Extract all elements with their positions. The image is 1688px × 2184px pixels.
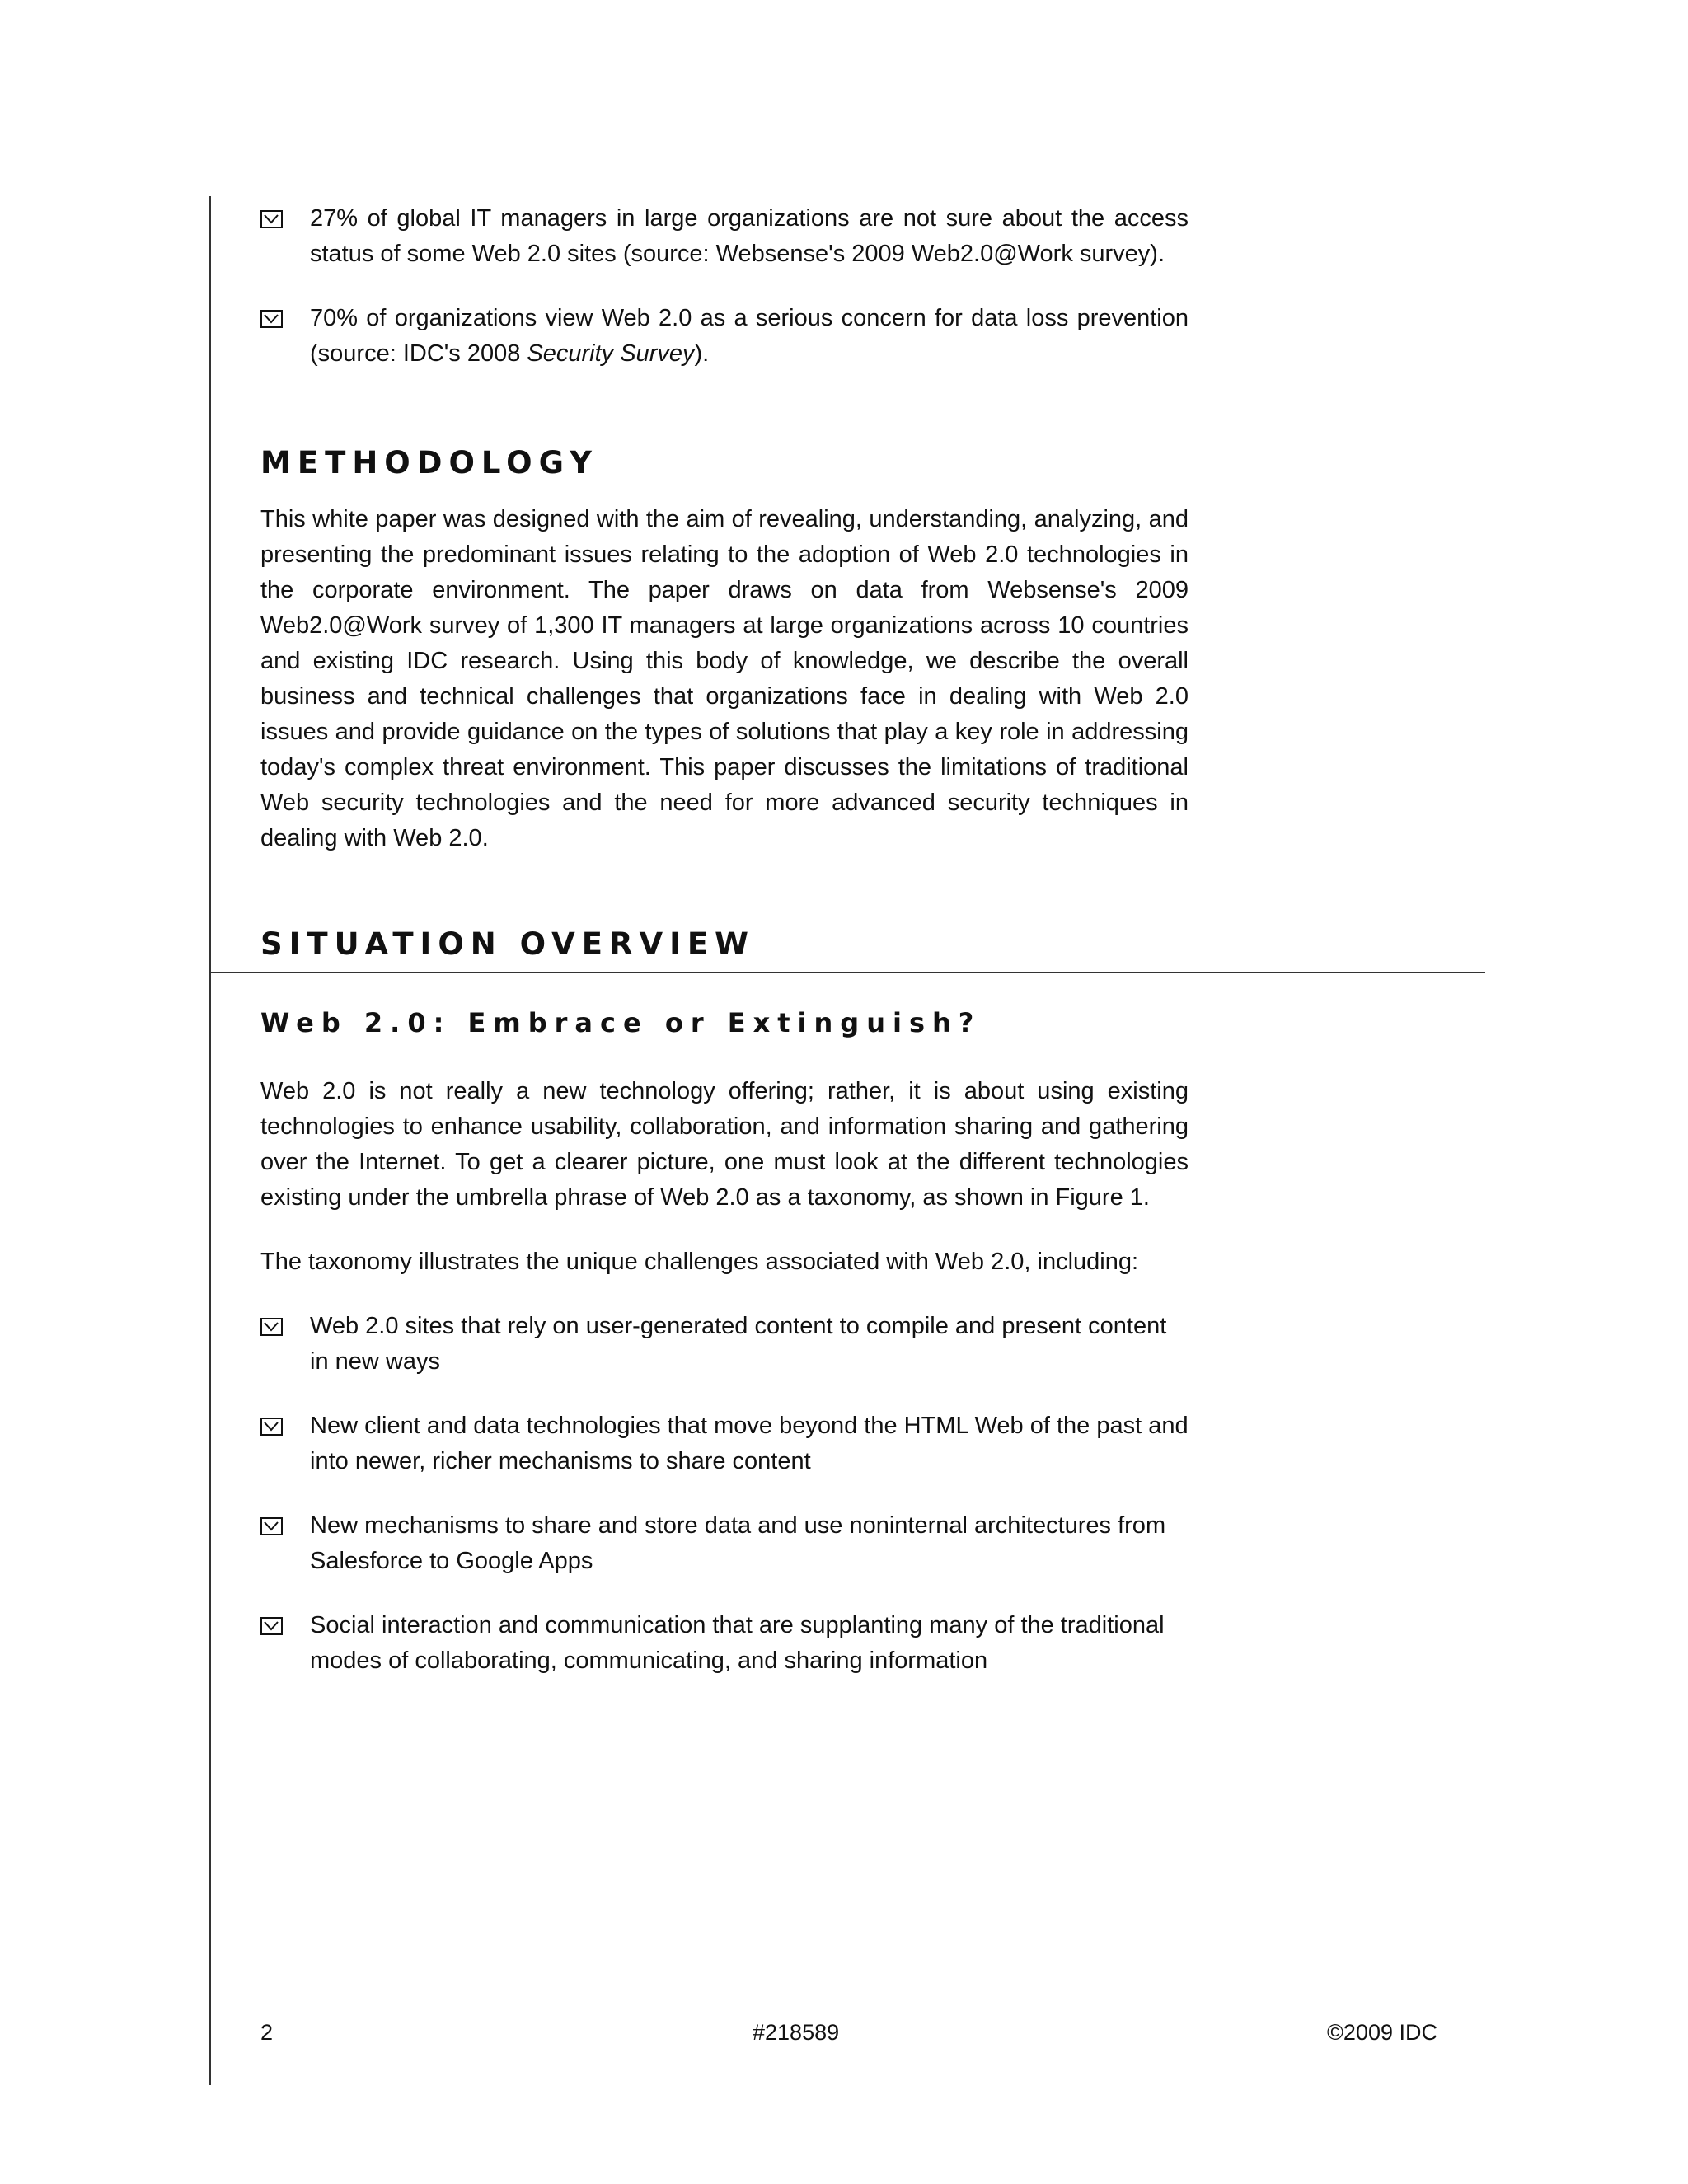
bullet-text: New mechanisms to share and store data and use noninternal architectures from Salesforce to Google Apps [310,1512,1166,1574]
left-margin-rule [209,196,211,2085]
checkbox-arrow-icon [260,1508,310,1544]
checkbox-arrow-icon [260,1309,310,1344]
section-subheading: Web 2.0: Embrace or Extinguish? [260,1007,982,1038]
methodology-paragraph: This white paper was designed with the aim of revealing, understanding, analyzing, and presenting the predominant issues relating to the adoption of Web 2.0 technologies in the corporate environment. The paper draws on data from Websense's 2009 Web2.0@Work survey of 1,300 IT managers at large organizations across 10 countries and existing IDC research. Using this body of knowledge, we describe the overall business and technical challenges that organizations face in dealing with Web 2.0 issues and provide guidance on the types of solutions that play a key role in addressing today's complex threat environment. This paper discusses the limitations of traditional Web security technologies and the need for more advanced security techniques in dealing with Web 2.0. [260,506,1189,851]
checkbox-arrow-icon [260,1608,310,1643]
methodology-heading: METHODOLOGY [260,445,598,480]
page-content [260,201,1189,1708]
copyright: ©2009 IDC [1327,2020,1437,2045]
bullet-item [260,1608,1189,1679]
bullet-text: New client and data technologies that move beyond the HTML Web of the past and into newer, richer mechanisms to share content [310,1413,1189,1474]
bullet-text-part: 70% of organizations view Web 2.0 as a serious concern for data loss prevention (source: IDC's 2008 [310,305,1189,367]
bullet-text [310,301,1189,372]
checkbox-arrow-icon [260,301,310,336]
bullet-item [260,201,1189,272]
bullet-item [260,1309,1189,1380]
survey-title: Security Survey [527,340,695,367]
checkbox-arrow-icon [260,1408,310,1444]
bullet-text: Web 2.0 sites that rely on user-generated content to compile and present content in new ways [310,1313,1167,1375]
bullet-item [260,1408,1189,1479]
taxonomy-intro: The taxonomy illustrates the unique challenges associated with Web 2.0, including: [260,1249,1139,1275]
document-id: #218589 [753,2020,840,2045]
checkbox-arrow-icon [260,201,310,237]
bullet-item [260,301,1189,372]
bullet-text-part: ). [694,340,710,367]
bullet-item [260,1508,1189,1579]
situation-overview-heading: SITUATION OVERVIEW [260,926,755,962]
bullet-text: Social interaction and communication that are supplanting many of the traditional modes of collaborating, communicating, and sharing information [310,1612,1165,1674]
bullet-text: 27% of global IT managers in large organizations are not sure about the access status of some Web 2.0 sites (source: Websense's 2009 Web2.0@Work survey). [310,205,1189,267]
page-number: 2 [260,2020,274,2045]
situation-paragraph: Web 2.0 is not really a new technology offering; rather, it is about using existing technologies to enhance usability, collaboration, and information sharing and gathering over the Internet. To get a clearer picture, one must look at the different technologies existing under the umbrella phrase of Web 2.0 as a taxonomy, as shown in Figure 1. [260,1078,1189,1211]
